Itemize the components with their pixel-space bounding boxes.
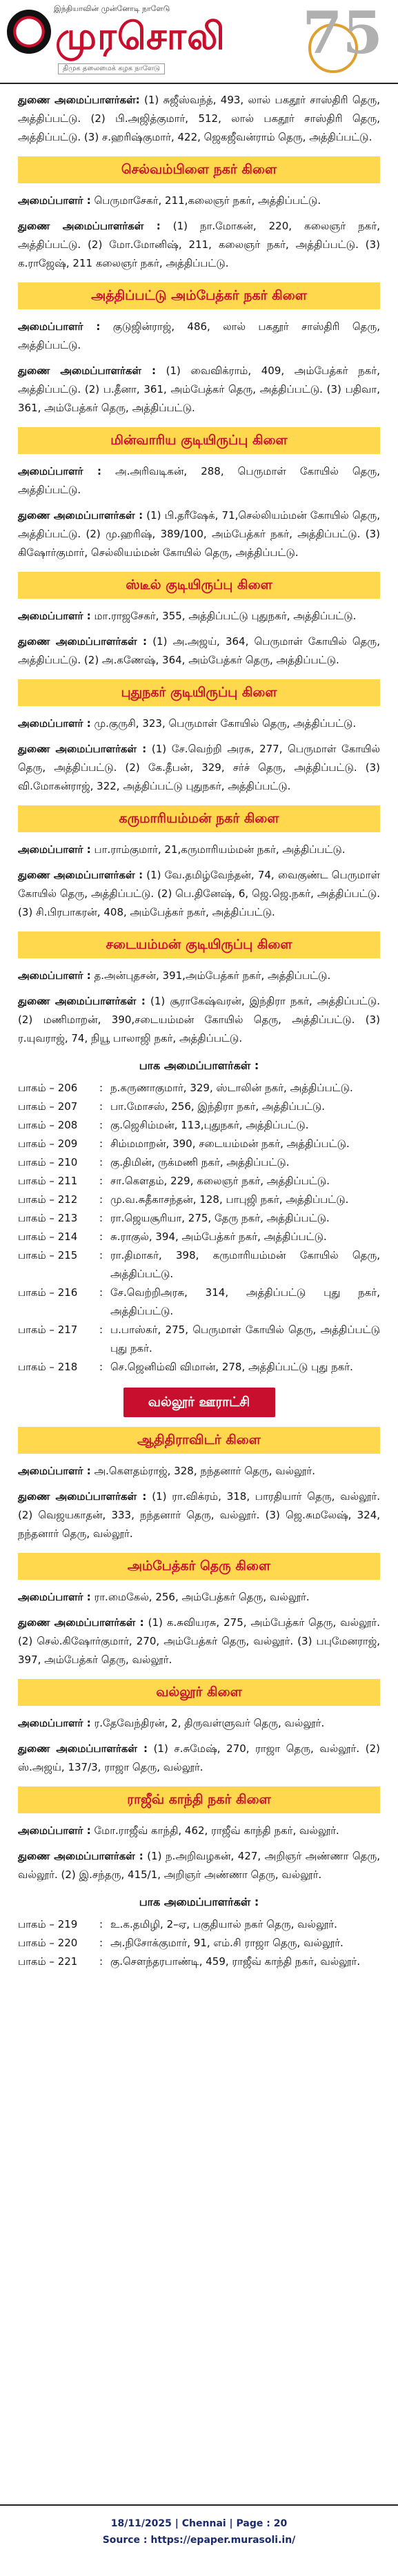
ward-row — [18, 1952, 380, 1971]
member-entry — [18, 1588, 380, 1607]
role-label: அமைப்பாளர் : — [18, 1591, 91, 1603]
ward-row — [18, 1358, 380, 1377]
member-details: (1) சுஜீஸ்வந்த், 493, லால் பகதூர் சாஸ்திரி தெரு, அத்திப்பட்டு. (2) பி.அஜித்குமார், 512, லால் பகதூர் சாஸ்திரி தெரு, அத்திப்பட்டு. (3) ச.ஹரிஷ்குமார், 422, ஜெகஜீவன்ராம் தெரு, அத்திப்பட்டு. — [18, 94, 381, 143]
member-entry — [18, 714, 380, 733]
ward-number: பாகம் – 209 — [18, 1137, 78, 1150]
role-label: துணை அமைப்பாளர்கள் : — [18, 1850, 143, 1862]
branch-heading: ஆதிதிராவிடர் கிளை — [18, 1427, 380, 1454]
colon-separator: : — [99, 1323, 103, 1336]
ward-row — [18, 1228, 380, 1246]
ward-organizer: சு.ராகுல், 394, அம்பேத்கர் நகர், அத்திப்பட்டு. — [110, 1230, 327, 1243]
branch-heading: செல்வம்பிளை நகர் கிளை — [18, 156, 380, 183]
anniversary-number: 75 — [302, 0, 383, 67]
member-entry — [18, 506, 380, 562]
member-entry — [18, 217, 380, 273]
branch-heading: மின்வாரிய குடியிருப்பு கிளை — [18, 427, 380, 454]
ward-row — [18, 1321, 380, 1358]
member-entry — [18, 1822, 380, 1840]
colon-separator: : — [99, 1937, 103, 1949]
role-label: துணை அமைப்பாளர்கள் : — [18, 635, 148, 648]
anniversary-logo — [302, 0, 383, 77]
ward-number: பாகம் – 214 — [18, 1230, 78, 1243]
ward-organizer: ரா.ஜெயசூரியா, 275, தேரு நகர், அத்திப்பட்டு. — [110, 1212, 330, 1224]
ward-number: பாகம் – 207 — [18, 1100, 78, 1113]
role-label: அமைப்பாளர் : — [18, 1824, 91, 1837]
colon-separator: : — [99, 1212, 103, 1224]
member-details: குடுஜின்ராஜ், 486, லால் பகதூர் சாஸ்திரி தெரு, அத்திப்பட்டு. — [18, 320, 380, 351]
ward-number: பாகம் – 220 — [18, 1937, 78, 1949]
ward-list — [18, 1079, 380, 1377]
member-details: மு.குருசி, 323, பெருமாள் கோயில் தெரு, அத்திப்பட்டு. — [90, 717, 357, 730]
ward-number: பாகம் – 215 — [18, 1249, 78, 1261]
role-label: துணை அமைப்பாளர்கள் : — [18, 1490, 147, 1503]
member-entry — [18, 91, 380, 147]
colon-separator: : — [99, 1286, 103, 1299]
member-details: ரா.மைகேல், 256, அம்பேத்கர் தெரு, வல்லூர். — [90, 1591, 310, 1603]
ward-number: பாகம் – 206 — [18, 1082, 78, 1094]
member-entry — [18, 992, 380, 1048]
member-details: (1) ச.சுமேஷ், 270, ராஜா தெரு, வல்லூர். (2) ஸ்.அஜய், 137/3, ராஜா தெரு, வல்லூர். — [18, 1742, 380, 1773]
section-subtitle: பாக அமைப்பாளர்கள் : — [139, 1895, 259, 1908]
ward-row — [18, 1135, 380, 1153]
colon-separator: : — [99, 1137, 103, 1150]
role-label: அமைப்பாளர் : — [18, 320, 101, 333]
ward-organizer: ப.பாஸ்கர், 275, பெருமாள் கோயில் தெரு, அத்திப்பட்டு புது நகர். — [110, 1323, 380, 1354]
member-details: (1) ரா.விக்ரம், 318, பாரதியார் தெரு, வல்லூர். (2) வெஜயகாதன், 333, நந்தனார் தெரு, வல்லூர். (3) ஜெ.சுமலேஷ், 324, நந்தனார் தெரு, வல்லூர். — [18, 1490, 380, 1540]
role-label: துணை அமைப்பாளர்கள் : — [18, 995, 146, 1007]
colon-separator: : — [99, 1175, 103, 1187]
member-entry — [18, 462, 380, 499]
ward-organizer: கு.திமின், ருக்மணி நகர், அத்திப்பட்டு. — [110, 1156, 290, 1168]
member-entry — [18, 1614, 380, 1669]
role-label: துணை அமைப்பாளர்கள் : — [18, 1742, 148, 1755]
role-label: அமைப்பாளர் : — [18, 969, 91, 982]
ward-number: பாகம் – 219 — [18, 1918, 78, 1930]
role-label: துணை அமைப்பாளர்கள் : — [18, 509, 143, 522]
article-body — [0, 84, 398, 1971]
member-details: (1) பி.தரீஷேக், 71,செல்லியம்மன் கோயில் தெரு, அத்திப்பட்டு. (2) மு.ஹரிஷ், 389/100, அம்பேத்கர் நகர், அத்திப்பட்டு. (3) கிஷோர்குமார், செல்லியம்மன் கோயில் தெரு, அத்திப்பட்டு. — [18, 509, 380, 559]
role-label: துணை அமைப்பாளர்கள் : — [18, 220, 161, 232]
member-details: ர.தேவேந்திரன், 2, திருவள்ளுவர் தெரு, வல்லூர். — [90, 1717, 325, 1729]
ward-organizer: சா.கௌதம், 229, கலைஞர் நகர், அத்திப்பட்டு. — [110, 1175, 330, 1187]
page-footer — [0, 2504, 398, 2576]
ward-organizer: சிம்மமாறன், 390, சடையம்மன் நகர், அத்திப்பட்டு. — [110, 1137, 350, 1150]
member-details: (1) வே.தமிழ்வேந்தன், 74, வைகுண்ட பெருமாள் கோயில் தெரு, அத்திப்பட்டு. (2) பெ.தினேஷ், 6, ஜெ.ஜெ.நகர், அத்திப்பட்டு. (3) சி.பிரபாகரன், 408, அம்பேத்கர் நகர், அத்திப்பட்டு. — [18, 869, 380, 918]
masthead-subline: திமுக தலைமைக் கழக நாளேடு — [58, 63, 165, 74]
branch-heading: கருமாரியம்மன் நகர் கிளை — [18, 805, 380, 832]
member-details: த.அன்புதசன், 391,அம்பேத்கர் நகர், அத்திப்பட்டு. — [90, 969, 331, 982]
member-entry — [18, 1714, 380, 1733]
ward-organizer: மு.வ.சுதீகாசந்தன், 128, பாபுஜி நகர், அத்திப்பட்டு. — [110, 1193, 349, 1206]
ward-list — [18, 1915, 380, 1971]
member-details: மா.ராஜசேகர், 355, அத்திப்பட்டு புதுநகர், அத்திப்பட்டு. — [90, 610, 357, 622]
branch-heading: புதுநகர் குடியிருப்பு கிளை — [18, 679, 380, 706]
ward-number: பாகம் – 216 — [18, 1286, 78, 1299]
ward-organizer: பா.மோசஸ், 256, இந்திரா நகர், அத்திப்பட்டு. — [110, 1100, 326, 1113]
role-label: அமைப்பாளர் : — [18, 194, 91, 207]
section-subtitle: பாக அமைப்பாளர்கள் : — [139, 1059, 259, 1072]
role-label: அமைப்பாளர் : — [18, 610, 91, 622]
colon-separator: : — [99, 1156, 103, 1168]
member-entry — [18, 632, 380, 670]
member-details: மோ.ராஜீவ் காந்தி, 462, ராஜீவ் காந்தி நகர், வல்லூர். — [90, 1824, 339, 1837]
member-details: (1) நா.மோகன், 220, கலைஞர் நகர், அத்திப்பட்டு. (2) மோ.மோனிஷ், 211, கலைஞர் நகர், அத்திப்பட்டு. (3) க.ராஜேஷ், 211 கலைஞர் நகர், அத்திப்பட்டு. — [18, 220, 380, 269]
ward-organizer: ரா.திமாகர், 398, கருமாரியம்மன் கோயில் தெரு, அத்திப்பட்டு. — [110, 1249, 380, 1280]
member-details: அ.கௌதம்ராஜ், 328, நந்தனார் தெரு, வல்லூர். — [90, 1465, 316, 1477]
role-label: அமைப்பாளர் : — [18, 465, 101, 477]
branch-heading: ராஜீவ் காந்தி நகர் கிளை — [18, 1786, 380, 1813]
ward-number: பாகம் – 213 — [18, 1212, 78, 1224]
ward-row — [18, 1098, 380, 1116]
ward-organizer: அ.நிசோக்குமார், 91, எம்.சி ராஜா தெரு, வல்லூர். — [110, 1937, 344, 1949]
ward-row — [18, 1284, 380, 1321]
role-label: துணை அமைப்பாளர்கள் : — [18, 1616, 144, 1629]
role-label: துணை அமைப்பாளர்கள்: — [18, 94, 140, 106]
member-entry — [18, 1740, 380, 1777]
colon-separator: : — [99, 1119, 103, 1131]
newspaper-brand: முரசொலி — [55, 14, 226, 58]
member-entry — [18, 318, 380, 355]
role-label: அமைப்பாளர் : — [18, 843, 91, 856]
role-label: துணை அமைப்பாளர்கள் : — [18, 364, 157, 377]
member-details: (1) வைவிக்ராம், 409, அம்பேத்கர் நகர், அத்திப்பட்டு. (2) ப.தீனா, 361, அம்பேத்கர் தெரு, அத்திப்பட்டு. (3) பதிவா, 361, அம்பேத்கர் தெரு, அத்திப்பட்டு. — [18, 364, 380, 414]
footer-date-line: 18/11/2025 | Chennai | Page : 20 — [110, 2518, 288, 2529]
member-details: அ.அரிவடிகன், 288, பெருமாள் கோயில் தெரு, அத்திப்பட்டு. — [18, 465, 380, 496]
member-details: பா.ராம்குமார், 21,கருமாரியம்மன் நகர், அத்திப்பட்டு. — [90, 843, 346, 856]
colon-separator: : — [99, 1918, 103, 1930]
member-entry — [18, 607, 380, 626]
role-label: அமைப்பாளர் : — [18, 717, 91, 730]
member-entry — [18, 362, 380, 418]
ward-organizer: சே.வெற்றிஅரசு, 314, அத்திப்பட்டு புது நகர், அத்திப்பட்டு. — [110, 1286, 380, 1317]
masthead — [0, 0, 398, 84]
colon-separator: : — [99, 1082, 103, 1094]
member-details: (1) க.சுவியரசு, 275, அம்பேத்கர் தெரு, வல்லூர். (2) செல்.கிஷோர்குமார், 270, அம்பேத்கர் தெரு, வல்லூர். (3) பபுமேனராஜ், 397, அம்பேத்கர் தெரு, வல்லூர். — [18, 1616, 380, 1666]
branch-heading: அத்திப்பட்டு அம்பேத்கர் நகர் கிளை — [18, 282, 380, 309]
colon-separator: : — [99, 1955, 103, 1968]
member-entry — [18, 1487, 380, 1543]
role-label: துணை அமைப்பாளர்கள் : — [18, 869, 143, 881]
member-details: (1) சே.வெற்றி அரசு, 277, பெருமாள் கோயில் தெரு, அத்திப்பட்டு. (2) கே.தீபன், 329, சர்ச் தெரு, அத்திப்பட்டு. (3) வி.மோகன்ராஜ், 322, அத்திப்பட்டு புதுநகர், அத்திப்பட்டு. — [18, 743, 380, 792]
member-entry — [18, 740, 380, 796]
ward-row — [18, 1246, 380, 1284]
ward-number: பாகம் – 210 — [18, 1156, 78, 1168]
ward-organizer: கு.ஜெசிம்மன், 113,புதுநகர், அத்திப்பட்டு. — [110, 1119, 309, 1131]
ward-organizer: செ.ஜெனிம்வி விமான், 278, அத்திப்பட்டு புது நகர். — [110, 1361, 353, 1373]
role-label: அமைப்பாளர் : — [18, 1717, 91, 1729]
member-details: (1) சூராகேஷ்வரன், இந்திரா நகர், அத்திப்பட்டு. (2) மணிமாறன், 390,சடையம்மன் கோயில் தெரு, அத்திப்பட்டு. (3) ர.யுவராஜ், 74, நியூ பாலாஜி நகர், அத்திப்பட்டு. — [18, 995, 380, 1044]
ward-number: பாகம் – 217 — [18, 1323, 78, 1336]
colon-separator: : — [99, 1193, 103, 1206]
colon-separator: : — [99, 1249, 103, 1261]
colon-separator: : — [99, 1100, 103, 1113]
footer-source-line: Source : https://epaper.murasoli.in/ — [102, 2535, 296, 2546]
party-emblem-icon — [7, 10, 51, 54]
role-label: துணை அமைப்பாளர்கள் : — [18, 743, 147, 755]
member-details: (1) அ.அஜய், 364, பெருமாள் கோயில் தெரு, அத்திப்பட்டு. (2) அ.கணேஷ், 364, அம்பேத்கர் தெரு, அத்திப்பட்டு. — [18, 635, 380, 666]
colon-separator: : — [99, 1230, 103, 1243]
ward-organizer: கு.செளந்தரபாண்டி, 459, ராஜீவ் காந்தி நகர், வல்லூர். — [110, 1955, 361, 1968]
panchayat-banner: வல்லூர் ஊராட்சி — [123, 1388, 275, 1417]
ward-number: பாகம் – 221 — [18, 1955, 78, 1968]
member-entry — [18, 967, 380, 985]
ward-row — [18, 1153, 380, 1172]
ward-row — [18, 1915, 380, 1934]
ward-number: பாகம் – 208 — [18, 1119, 78, 1131]
member-entry — [18, 1847, 380, 1884]
member-entry — [18, 866, 380, 922]
ward-row — [18, 1079, 380, 1098]
member-entry — [18, 841, 380, 859]
member-entry — [18, 192, 380, 210]
ward-number: பாகம் – 212 — [18, 1193, 78, 1206]
ward-row — [18, 1172, 380, 1191]
ward-number: பாகம் – 211 — [18, 1175, 78, 1187]
branch-heading: வல்லூர் கிளை — [18, 1679, 380, 1706]
branch-heading: அம்பேத்கர் தெரு கிளை — [18, 1553, 380, 1580]
branch-heading: ஸ்டீல் குடியிருப்பு கிளை — [18, 572, 380, 599]
masthead-tagline: இந்தியாவின் முன்னோடி நாளேடு — [54, 4, 170, 13]
member-details: பெருமாசேகர், 211,கலைஞர் நகர், அத்திப்பட்டு. — [90, 194, 321, 207]
colon-separator: : — [99, 1361, 103, 1373]
ward-organizer: ந.கருணாகுமார், 329, ஸ்டாலின் நகர், அத்திப்பட்டு. — [110, 1082, 353, 1094]
role-label: அமைப்பாளர் : — [18, 1465, 91, 1477]
ward-organizer: உ.க.தமிழி, 2–ஏ, பகுதியால் நகர் தெரு, வல்லூர். — [110, 1918, 337, 1930]
branch-heading: சடையம்மன் குடியிருப்பு கிளை — [18, 931, 380, 958]
ward-row — [18, 1116, 380, 1135]
ward-row — [18, 1934, 380, 1952]
ward-number: பாகம் – 218 — [18, 1361, 78, 1373]
member-entry — [18, 1462, 380, 1481]
ward-row — [18, 1209, 380, 1228]
member-details: (1) ந.அறிவழகன், 427, அறிஞர் அண்ணா தெரு, வல்லூர். (2) இ.சந்தரு, 415/1, அறிஞர் அண்ணா தெரு, வல்லூர். — [18, 1850, 380, 1881]
ward-row — [18, 1191, 380, 1209]
